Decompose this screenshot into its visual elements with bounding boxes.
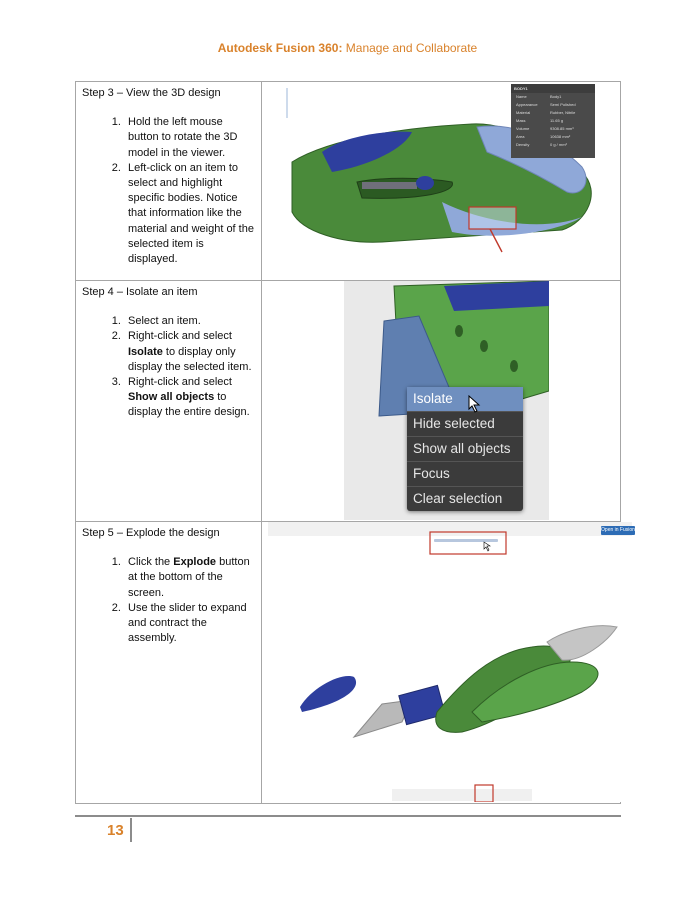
step-4-title: Step 4 – Isolate an item (82, 286, 198, 298)
page-number: 13 (107, 822, 124, 839)
step-4-image-cell (262, 281, 621, 522)
step-3-title: Step 3 – View the 3D design (82, 87, 221, 99)
context-menu (407, 387, 523, 511)
step-4-text (76, 281, 262, 522)
property-row: Appearance Semi Polished (516, 102, 576, 107)
context-menu-focus[interactable]: Focus (407, 462, 523, 487)
property-row: Material Rubber, Nitrile (516, 110, 576, 115)
property-row: Density 0 g / mm³ (516, 142, 567, 147)
step-3-list (82, 115, 256, 267)
footer-rule (75, 815, 621, 817)
step-5-title: Step 5 – Explode the design (82, 527, 220, 539)
context-menu-show-all-objects[interactable]: Show all objects (407, 437, 523, 462)
context-menu-clear-selection[interactable]: Clear selection (413, 491, 503, 506)
step-5-image-cell (262, 522, 635, 804)
property-row: Mass 11.65 g (516, 118, 564, 123)
exploded-assembly-view (262, 522, 632, 802)
step-4-row (76, 281, 621, 522)
property-row: Name Body1 (516, 94, 562, 99)
step-4-item-3: 3. Right-click and select Show all objects to display the entire design. (124, 375, 256, 421)
context-menu-hide-selected[interactable]: Hide selected (407, 412, 523, 437)
step-5-item-1: 1. Click the Explode button at the bottom of the screen. (124, 555, 256, 601)
header-brand: Autodesk Fusion 360: (217, 41, 343, 55)
step-3-row (76, 82, 621, 281)
step-4-item-2: 2. Right-click and select Isolate to display only display the selected item. (124, 329, 256, 375)
page-number-divider (130, 818, 132, 842)
property-row: Area 10638 mm² (516, 134, 571, 139)
step-5-list (82, 555, 256, 646)
step-3-item-2: 2. Left-click on an item to select and highlight specific bodies. Notice that information like the material and weight of the selected item is displayed. (124, 161, 256, 267)
explode-slider-track[interactable] (434, 539, 498, 542)
step-3-image-cell (262, 82, 621, 281)
step-3-text (76, 82, 262, 281)
selection-highlight-box (469, 207, 516, 229)
step-5-text (76, 522, 262, 804)
bottom-toolbar (392, 789, 532, 801)
step-3-item-1: 1. Hold the left mouse button to rotate the 3D model in the viewer. (124, 115, 256, 161)
properties-panel (511, 84, 595, 158)
step-5-item-2: 2. Use the slider to expand and contract the assembly. (124, 601, 256, 647)
mouse-cursor-icon (468, 395, 482, 413)
context-menu-isolate[interactable]: Isolate (407, 387, 523, 412)
step-4-list (82, 314, 256, 420)
steps-table (75, 81, 635, 804)
step-5-row (76, 522, 621, 804)
step-4-item-1: 1. Select an item. (124, 314, 256, 329)
document-header (0, 41, 695, 55)
properties-panel-title: BODY1 (511, 84, 595, 93)
header-subtitle: Manage and Collaborate (342, 41, 478, 55)
open-in-fusion-button[interactable]: Open in Fusion (601, 527, 635, 533)
property-row: Volume 9308.85 mm³ (516, 126, 574, 131)
